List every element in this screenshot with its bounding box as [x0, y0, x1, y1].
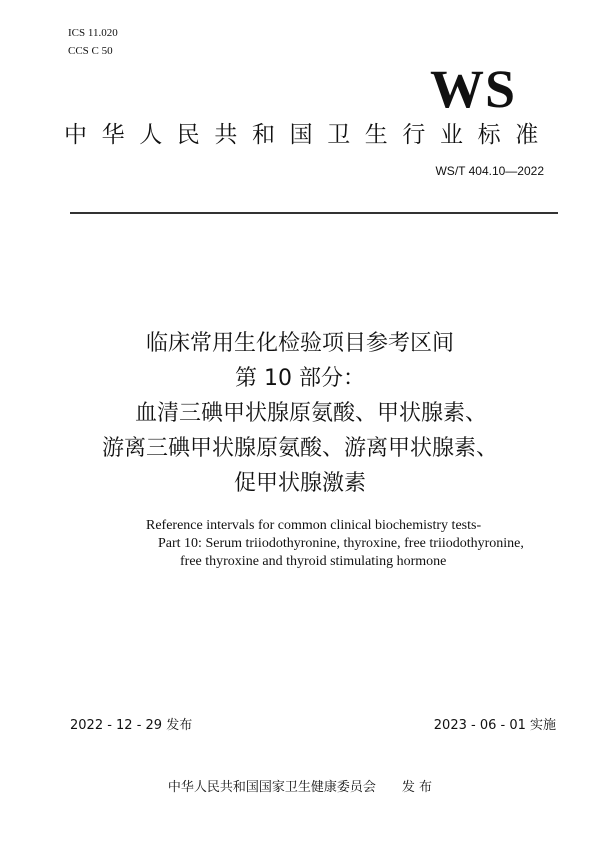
title-line: 临床常用生化检验项目参考区间 [145, 331, 454, 356]
english-title-line: Part 10: Serum triiodothyronine, thyroxine, free triiodothyronine, [158, 536, 524, 551]
issuer: 中华人民共和国国家卫生健康委员会 发 布 [167, 780, 433, 795]
ccs-code: CCS C 50 [68, 45, 113, 57]
english-title-line: Reference intervals for common clinical biochemistry tests- [146, 518, 482, 533]
ics-code: ICS 11.020 [68, 27, 118, 39]
title-line: 第 10 部分： [235, 366, 365, 391]
standard-type: 中华人民共和国卫生行业标准 [64, 122, 553, 148]
divider [70, 212, 558, 214]
publish-date: 2022 - 12 - 29 发布 [70, 718, 193, 733]
effective-date: 2023 - 06 - 01 实施 [433, 718, 556, 733]
ws-logo: WS [429, 59, 516, 119]
standard-code: WS/T 404.10—2022 [435, 164, 544, 178]
title-line: 促甲状腺激素 [233, 471, 366, 496]
title-line: 游离三碘甲状腺原氨酸、游离甲状腺素、 [101, 436, 498, 461]
title-line: 血清三碘甲状腺原氨酸、甲状腺素、 [134, 401, 487, 426]
english-title-line: free thyroxine and thyroid stimulating hormone [180, 554, 447, 569]
